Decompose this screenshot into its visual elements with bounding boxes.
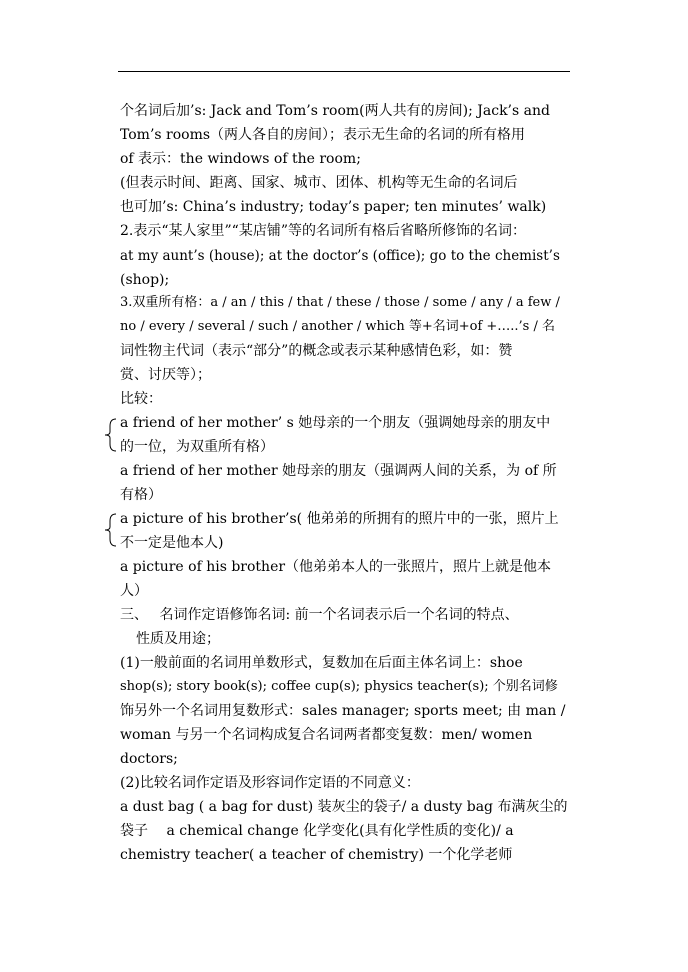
header-rule	[118, 71, 570, 72]
brace-icon	[104, 418, 118, 452]
text-line: 比较：	[120, 391, 162, 407]
text-line: doctors;	[120, 751, 178, 767]
brace-icon	[104, 513, 118, 547]
text-line: shop(s); story book(s); coffee cup(s); physics teacher(s); 个别名词修	[120, 679, 558, 694]
text-line: 有格）	[120, 487, 162, 503]
text-line: a friend of her mother’ s 她母亲的一个朋友（强调她母亲的朋友中	[120, 415, 551, 431]
text-line: at my aunt’s (house); at the doctor’s (office); go to the chemist’s	[120, 248, 560, 264]
text-line: 词性物主代词（表示“部分”的概念或表示某种感情色彩，如：赞	[120, 343, 513, 359]
text-line: 也可加’s: China’s industry; today’s paper; ten minutes’ walk)	[120, 199, 547, 215]
text-line: 袋子 a chemical change 化学变化(具有化学性质的变化)/ a	[120, 823, 514, 839]
text-line: (1)一般前面的名词用单数形式，复数加在后面主体名词上：shoe	[120, 655, 523, 671]
text-line: no / every / several / such / another / which 等+名词+of +…..’s / 名	[120, 319, 555, 334]
text-line: 3.双重所有格：a / an / this / that / these / those / some / any / a few /	[120, 295, 560, 310]
text-line: (shop);	[120, 272, 170, 288]
text-line: a picture of his brother’s( 他弟弟的所拥有的照片中的一张，照片上	[120, 511, 559, 527]
text-line: a dust bag ( a bag for dust) 装灰尘的袋子/ a dusty bag 布满灰尘的	[120, 799, 568, 815]
text-line: 性质及用途；	[136, 631, 220, 647]
text-line: woman 与另一个名词构成复合名词两者都变复数：men/ women	[120, 727, 533, 743]
text-line: 2.表示“某人家里”“某店铺”等的名词所有格后省略所修饰的名词：	[120, 223, 526, 239]
text-line: a friend of her mother 她母亲的朋友（强调两人间的关系，为 of 所	[120, 463, 557, 479]
text-line: 人）	[120, 583, 148, 599]
text-line: 饰另外一个名词用复数形式：sales manager; sports meet; 由 man /	[120, 703, 566, 719]
section-heading: 三、 名词作定语修饰名词: 前一个名词表示后一个名词的特点、	[120, 607, 519, 623]
text-line: a picture of his brother（他弟弟本人的一张照片，照片上就是他本	[120, 559, 552, 575]
text-line: chemistry teacher( a teacher of chemistry) 一个化学老师	[120, 847, 513, 863]
text-line: of 表示：the windows of the room;	[120, 151, 361, 167]
text-line: 个名词后加’s: Jack and Tom’s room(两人共有的房间); Jack’s and	[120, 103, 550, 119]
text-line: (但表示时间、距离、国家、城市、团体、机构等无生命的名词后	[120, 175, 518, 191]
text-line: (2)比较名词作定语及形容词作定语的不同意义：	[120, 775, 420, 791]
text-line: Tom’s rooms（两人各自的房间）；表示无生命的名词的所有格用	[120, 127, 526, 143]
text-line: 赏、讨厌等）；	[120, 367, 211, 383]
text-line: 的一位，为双重所有格）	[120, 439, 274, 455]
text-line: 不一定是他本人)	[120, 535, 224, 551]
